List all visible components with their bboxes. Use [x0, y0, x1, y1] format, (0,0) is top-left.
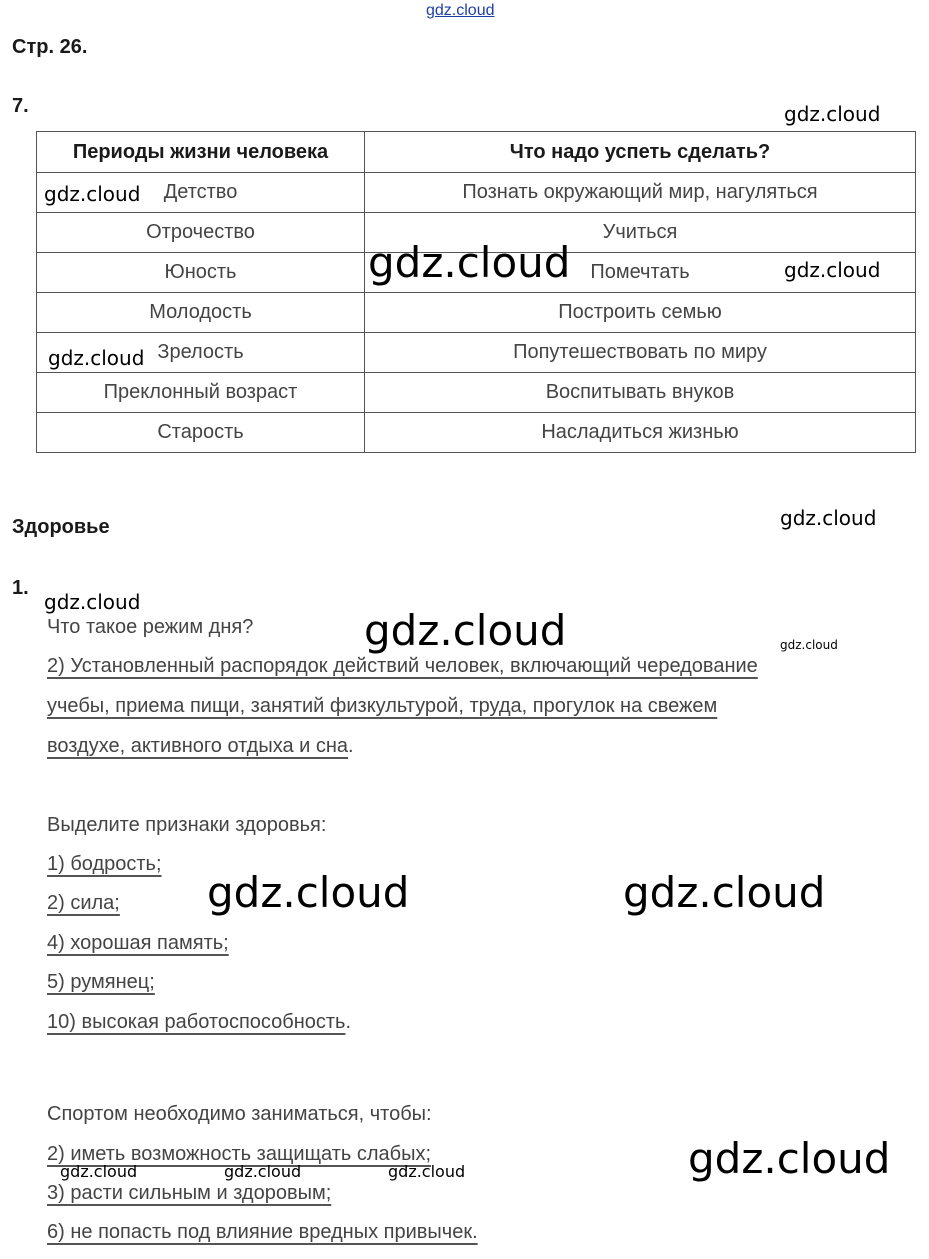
- todo-cell: Попутешествовать по миру: [365, 333, 916, 373]
- watermark: gdz.cloud: [44, 590, 141, 614]
- table-row: [37, 333, 916, 373]
- answer-period: .: [345, 1011, 352, 1033]
- period-cell: Преклонный возраст: [37, 373, 365, 413]
- watermark: gdz.cloud: [780, 506, 877, 530]
- watermark: gdz.cloud: [368, 238, 571, 287]
- answer-line-wrap: [47, 1011, 351, 1034]
- watermark: gdz.cloud: [60, 1162, 138, 1181]
- todo-cell: Построить семью: [365, 293, 916, 333]
- table-header-row: [37, 132, 916, 173]
- table-row: [37, 413, 916, 453]
- watermark: gdz.cloud: [364, 606, 567, 655]
- answer-line-wrap: [47, 735, 354, 758]
- answer-line: 10) высокая работоспособность: [47, 1011, 346, 1033]
- period-cell: Детство: [37, 173, 365, 213]
- answer-line: 2) Установленный распорядок действий человек, включающий чередование: [47, 655, 758, 677]
- question-health-signs: Выделите признаки здоровья:: [47, 814, 327, 836]
- period-cell: Юность: [37, 253, 365, 293]
- watermark: gdz.cloud: [780, 638, 838, 652]
- todo-cell: Воспитывать внуков: [365, 373, 916, 413]
- page-label: Стр. 26.: [12, 36, 88, 58]
- todo-cell: Помечтать: [365, 253, 916, 293]
- answer-line: 2) иметь возможность защищать слабых;: [47, 1143, 432, 1165]
- life-periods-table: [36, 131, 916, 453]
- answer-line: 2) сила;: [47, 892, 120, 914]
- task-1-number: 1.: [12, 577, 29, 599]
- period-cell: Отрочество: [37, 213, 365, 253]
- watermark: gdz.cloud: [784, 258, 881, 282]
- watermark: gdz.cloud: [44, 182, 141, 206]
- header-periods: Периоды жизни человека: [37, 132, 365, 173]
- table-row: [37, 173, 916, 213]
- answer-line: воздухе, активного отдыха и сна: [47, 735, 349, 757]
- watermark: gdz.cloud: [207, 868, 410, 917]
- task-7-number: 7.: [12, 95, 29, 117]
- question-daily-routine: Что такое режим дня?: [47, 616, 254, 638]
- question-sport: Спортом необходимо заниматься, чтобы:: [47, 1103, 432, 1125]
- header-todo: Что надо успеть сделать?: [365, 132, 916, 173]
- watermark: gdz.cloud: [388, 1162, 466, 1181]
- section-title: Здоровье: [12, 516, 110, 538]
- watermark: gdz.cloud: [48, 346, 145, 370]
- answer-line: 6) не попасть под влияние вредных привычек.: [47, 1221, 478, 1243]
- watermark: gdz.cloud: [623, 868, 826, 917]
- watermark: gdz.cloud: [688, 1134, 891, 1183]
- watermark: gdz.cloud: [224, 1162, 302, 1181]
- period-cell: Молодость: [37, 293, 365, 333]
- period-cell: Старость: [37, 413, 365, 453]
- watermark-top: gdz.cloud: [426, 2, 495, 19]
- todo-cell: Познать окружающий мир, нагуляться: [365, 173, 916, 213]
- table-row: [37, 373, 916, 413]
- answer-line: 3) расти сильным и здоровым;: [47, 1182, 332, 1204]
- answer-line: учебы, приема пищи, занятий физкультурой, труда, прогулок на свежем: [47, 695, 718, 717]
- answer-line: 1) бодрость;: [47, 853, 162, 875]
- answer-line: 4) хорошая память;: [47, 932, 229, 954]
- answer-period: .: [348, 735, 354, 757]
- answer-line: 5) румянец;: [47, 971, 155, 993]
- period-cell: Зрелость: [37, 333, 365, 373]
- todo-cell: Учиться: [365, 213, 916, 253]
- watermark: gdz.cloud: [784, 102, 881, 126]
- table-row: [37, 293, 916, 333]
- todo-cell: Насладиться жизнью: [365, 413, 916, 453]
